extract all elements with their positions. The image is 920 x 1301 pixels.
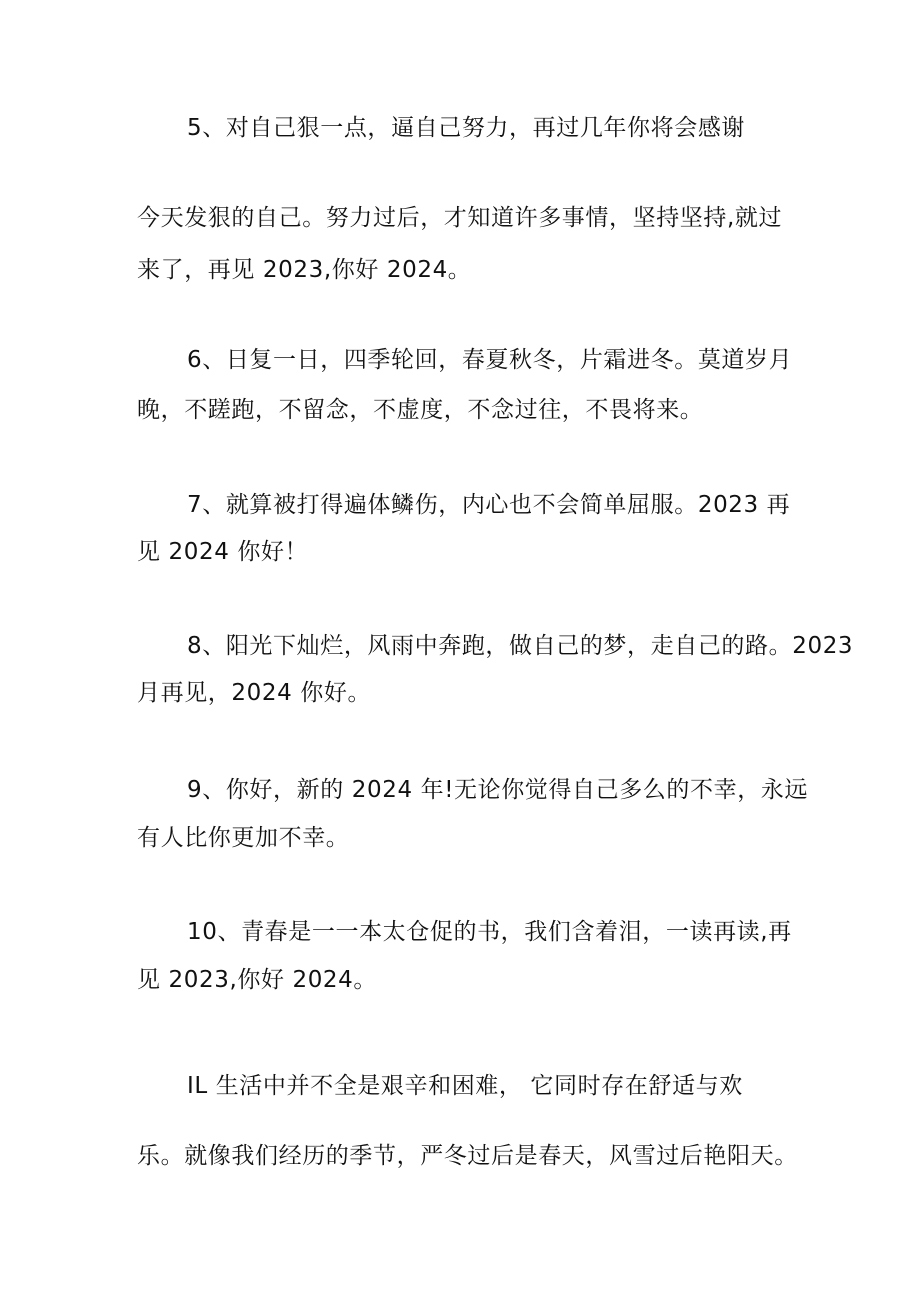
text-line: 6、日复一日，四季轮回，春夏秋冬，片霜进冬。莫道岁月 [187,347,793,373]
text-line: 10、青春是一一本太仓促的书，我们含着泪，一读再读,再 [187,919,792,945]
text-line: 今天发狠的自己。努力过后，才知道许多事情，坚持坚持,就过 [137,205,783,231]
text-line: 月再见，2024 你好。 [137,680,372,706]
text-line: 乐。就像我们经历的季节，严冬过后是春天，风雪过后艳阳天。 [137,1143,798,1169]
text-line: 晚，不蹉跑，不留念，不虚度，不念过往，不畏将来。 [137,397,704,423]
text-line: 来了，再见 2023,你好 2024。 [137,257,472,283]
text-line: IL 生活中并不全是艰辛和困难， 它同时存在舒适与欢 [187,1073,743,1099]
text-line: 见 2023,你好 2024。 [137,967,377,993]
text-line: 有人比你更加不幸。 [137,825,350,851]
text-line: 5、对自己狠一点，逼自己努力，再过几年你将会感谢 [187,115,746,141]
text-line: 7、就算被打得遍体鳞伤，内心也不会简单屈服。2023 再 [187,492,791,518]
text-line: 见 2024 你好！ [137,539,309,565]
text-line: 8、阳光下灿烂，风雨中奔跑，做自己的梦，走自己的路。2023 [187,633,854,659]
text-line: 9、你好，新的 2024 年!无论你觉得自己多么的不幸，永远 [187,777,809,803]
